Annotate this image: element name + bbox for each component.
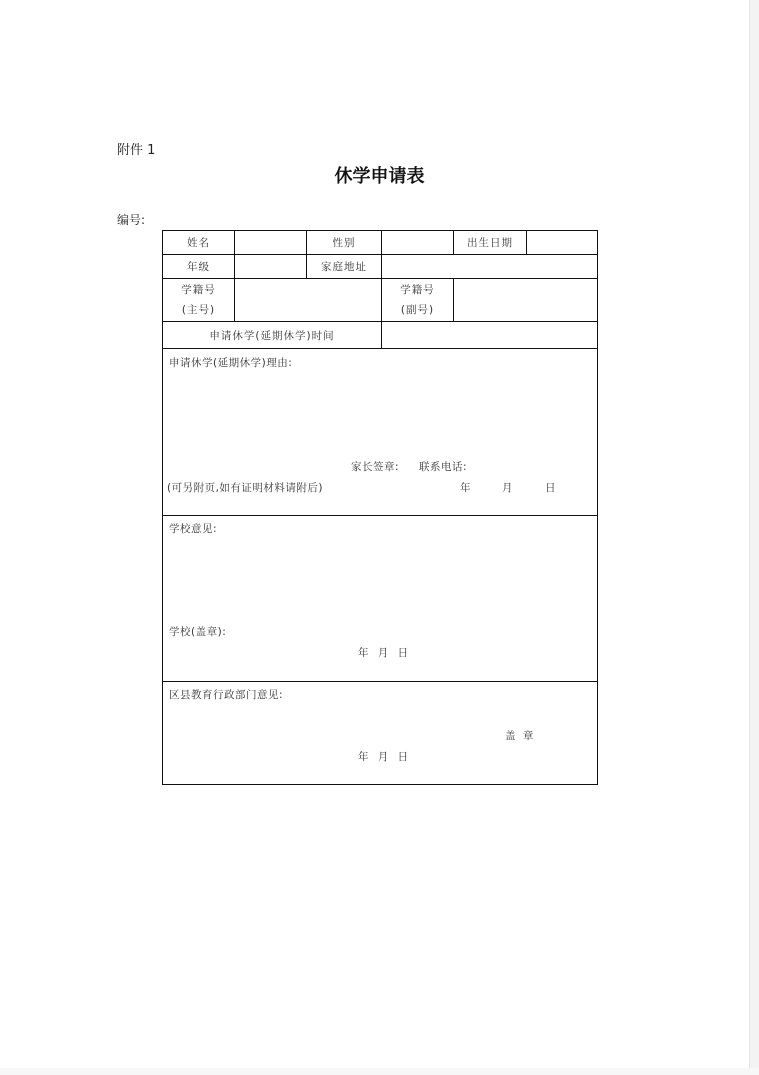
school-seal-label: 学校(盖章): xyxy=(169,626,227,638)
gender-label: 性别 xyxy=(332,237,356,249)
district-seal-label: 盖 章 xyxy=(505,730,536,742)
home-address-field[interactable] xyxy=(382,255,597,278)
grade-field[interactable] xyxy=(235,255,306,278)
number-label: 编号: xyxy=(117,213,146,227)
school-date-label: 年 月 日 xyxy=(358,647,412,659)
reason-month-label: 月 xyxy=(502,482,513,494)
row-divider xyxy=(163,348,598,349)
attachment-note: (可另附页,如有证明材料请附后) xyxy=(167,482,324,494)
student-id-sub-line2: (副号) xyxy=(400,304,435,316)
student-id-main-field[interactable] xyxy=(235,279,381,321)
birth-date-field[interactable] xyxy=(527,231,597,254)
student-id-sub-line1: 学籍号 xyxy=(400,284,435,296)
page-title: 休学申请表 xyxy=(334,166,425,187)
name-label: 姓名 xyxy=(187,237,210,249)
gender-field[interactable] xyxy=(382,231,453,254)
reason-day-label: 日 xyxy=(545,482,556,494)
suspension-time-field[interactable] xyxy=(382,322,597,348)
student-id-main-line1: 学籍号 xyxy=(181,284,216,296)
reason-year-label: 年 xyxy=(460,482,471,494)
row-divider xyxy=(163,681,598,682)
district-date-label: 年 月 日 xyxy=(358,751,412,763)
district-opinion-label: 区县教育行政部门意见: xyxy=(169,689,284,701)
phone-label: 联系电话: xyxy=(419,461,468,473)
student-id-main-line2: (主号) xyxy=(181,304,216,316)
page-bottom-edge xyxy=(0,1068,759,1075)
row-divider xyxy=(163,515,598,516)
parent-signature-label: 家长签章: xyxy=(351,461,400,473)
student-id-sub-field[interactable] xyxy=(454,279,597,321)
home-address-label: 家庭地址 xyxy=(321,261,367,273)
name-field[interactable] xyxy=(235,231,306,254)
school-opinion-label: 学校意见: xyxy=(169,523,218,535)
attachment-label: 附件 1 xyxy=(117,143,156,158)
student-id-main-label xyxy=(163,279,234,321)
grade-label: 年级 xyxy=(187,261,210,273)
student-id-sub-label xyxy=(382,279,453,321)
reason-label: 申请休学(延期休学)理由: xyxy=(169,357,293,369)
application-form-table xyxy=(162,230,598,785)
suspension-time-label: 申请休学(延期休学)时间 xyxy=(209,329,335,342)
birth-date-label: 出生日期 xyxy=(467,237,513,249)
